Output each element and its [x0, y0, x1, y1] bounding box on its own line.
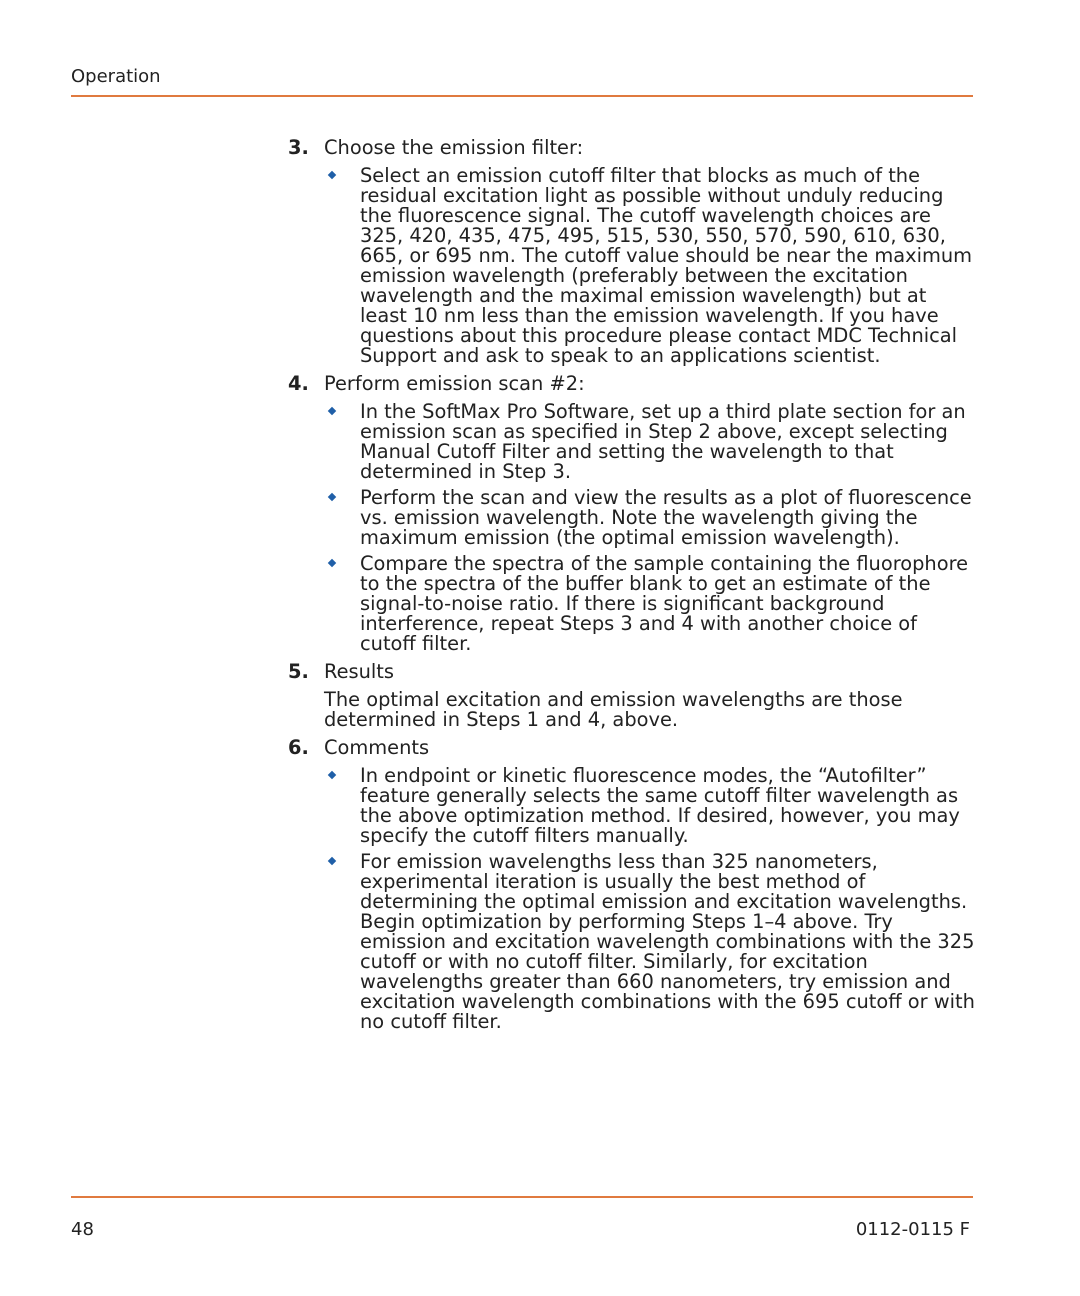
step-3	[288, 138, 978, 366]
step-number: 6.	[288, 736, 309, 759]
page-content	[288, 138, 978, 1040]
bullet-text: Compare the spectra of the sample containing the fluorophore to the spectra of the buffer blank to get an estimate of the signal-to-noise ratio. If there is significant background interference, repeat Steps 3 and 4 with another choice of cutoff filter.	[360, 552, 969, 655]
step-4	[288, 374, 978, 654]
bullet-text: In the SoftMax Pro Software, set up a third plate section for an emission scan as specified in Step 2 above, except selecting Manual Cutoff Filter and setting the wavelength to that determined in Step 3.	[360, 400, 966, 483]
step-5	[288, 662, 978, 730]
footer-rule	[71, 1196, 973, 1198]
header-rule	[71, 95, 973, 97]
document-number: 0112-0115 F	[855, 1219, 970, 1240]
bullet-list	[324, 166, 978, 366]
diamond-bullet-icon	[328, 771, 336, 779]
running-header: Operation	[71, 66, 161, 87]
bullet-text: Select an emission cutoff filter that blocks as much of the residual excitation light as possible without unduly reducing the fluorescence signal. The cutoff wavelength choices are 325, 420, 435, 475, 495, 515, 530, 550, 570, 590, 610, 630, 665, or 695 nm. The cutoff value should be near the maximum emission wavelength (preferably between the excitation wavelength and the maximal emission wavelength) but at least 10 nm less than the emission wavelength. If you have questions about this procedure please contact MDC Technical Support and ask to speak to an applications scientist.	[360, 164, 973, 367]
step-title: Comments	[324, 736, 430, 759]
bullet-list	[324, 766, 978, 1032]
step-number: 3.	[288, 136, 309, 159]
step-paragraph: The optimal excitation and emission wavelengths are those determined in Steps 1 and 4, above.	[324, 688, 903, 731]
list-item	[324, 488, 978, 548]
bullet-text: In endpoint or kinetic fluorescence modes, the “Autofilter” feature generally selects the same cutoff filter wavelength as the above optimization method. If desired, however, you may specify the cutoff filters manually.	[360, 764, 960, 847]
bullet-text: Perform the scan and view the results as a plot of fluorescence vs. emission wavelength. Note the wavelength giving the maximum emission (the optimal emission wavelength).	[360, 486, 972, 549]
list-item	[324, 166, 978, 366]
list-item	[324, 766, 978, 846]
diamond-bullet-icon	[328, 857, 336, 865]
list-item	[324, 402, 978, 482]
list-item	[324, 554, 978, 654]
step-number: 4.	[288, 372, 309, 395]
diamond-bullet-icon	[328, 559, 336, 567]
bullet-list	[324, 402, 978, 654]
diamond-bullet-icon	[328, 171, 336, 179]
diamond-bullet-icon	[328, 407, 336, 415]
bullet-text: For emission wavelengths less than 325 nanometers, experimental iteration is usually the best method of determining the optimal emission and excitation wavelengths. Begin optimization by performing Steps 1–4 above. Try emission and excitation wavelength combinations with the 325 cutoff or with no cutoff filter. Similarly, for excitation wavelengths greater than 660 nanometers, try emission and excitation wavelength combinations with the 695 cutoff or with no cutoff filter.	[360, 850, 975, 1033]
page-number: 48	[71, 1219, 94, 1240]
step-title: Choose the emission filter:	[324, 136, 584, 159]
step-6	[288, 738, 978, 1032]
list-item	[324, 852, 978, 1032]
diamond-bullet-icon	[328, 493, 336, 501]
step-title: Results	[324, 660, 395, 683]
step-title: Perform emission scan #2:	[324, 372, 585, 395]
step-number: 5.	[288, 660, 309, 683]
